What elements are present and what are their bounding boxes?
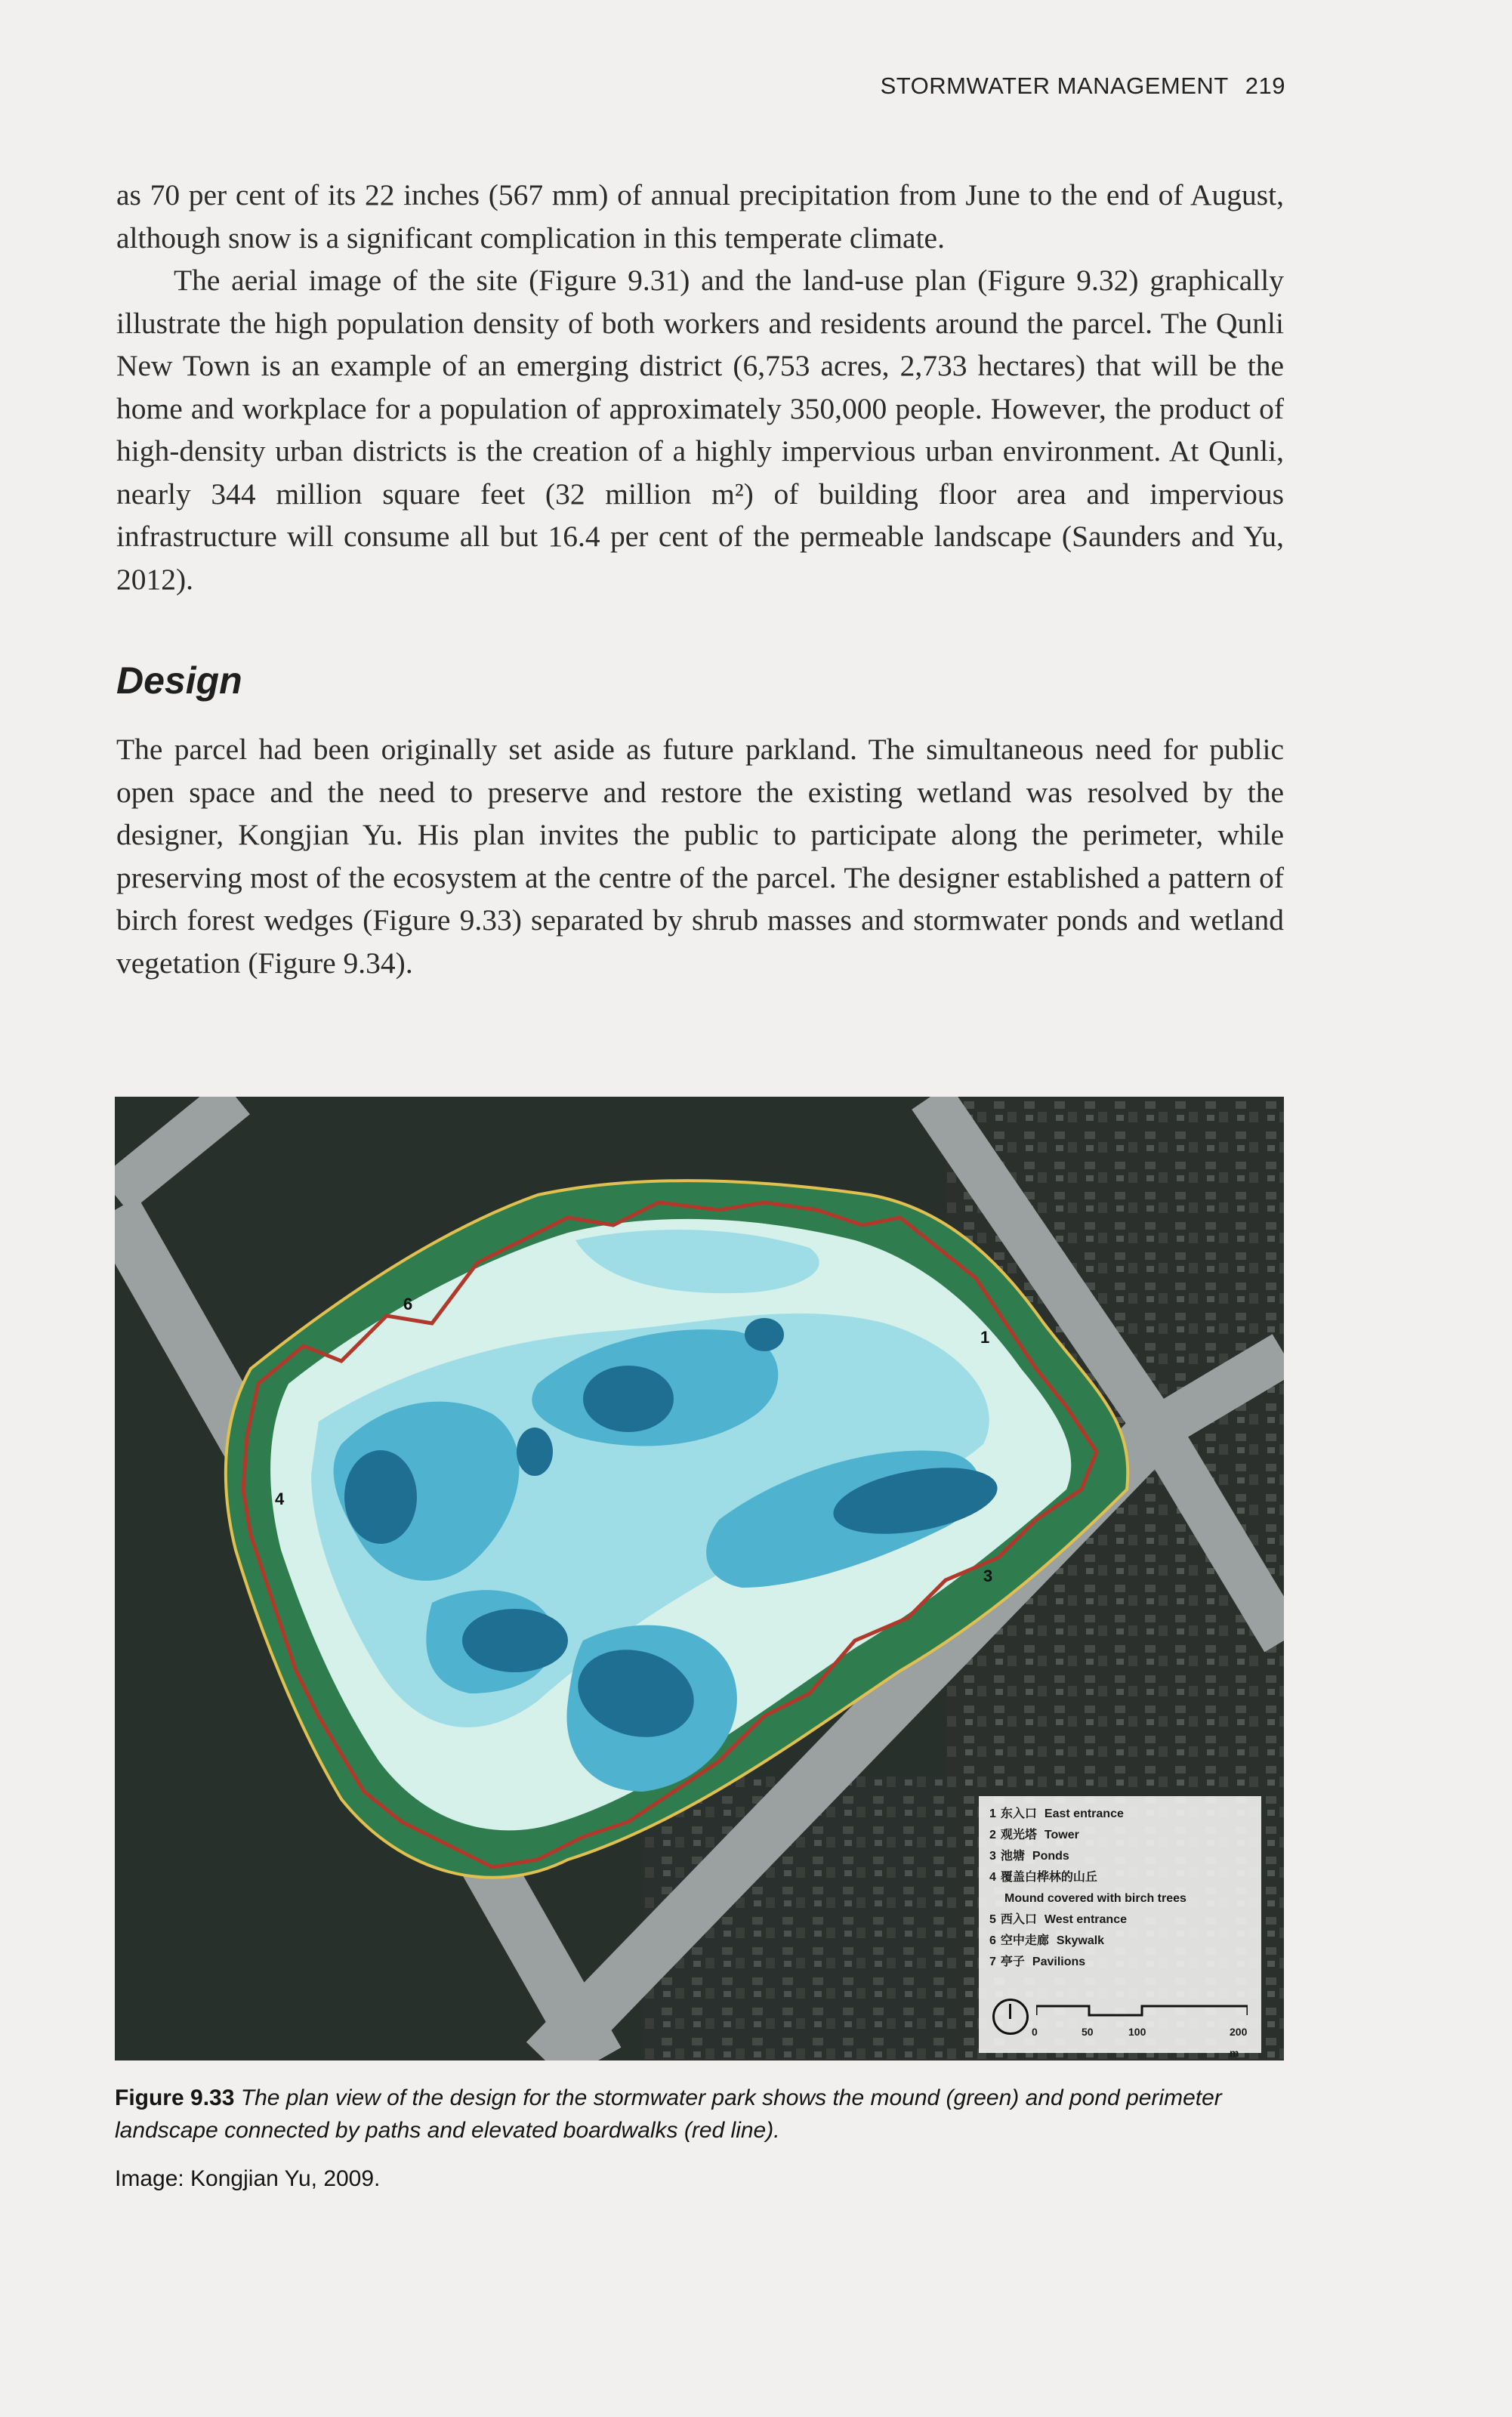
figure-caption: [115, 2082, 1293, 2147]
map-legend: [979, 1796, 1261, 2059]
running-title: STORMWATER MANAGEMENT: [880, 73, 1229, 99]
scale-tick: 100: [1128, 2026, 1146, 2038]
figure-label: Figure 9.33: [115, 2085, 235, 2110]
marker-6: 6: [403, 1295, 413, 1313]
north-arrow-icon: [992, 1999, 1029, 2035]
legend-item: 1 东入口 East entrance: [989, 1807, 1124, 1820]
legend-item: 6 空中走廊 Skywalk: [989, 1934, 1105, 1947]
legend-item: 4 覆盖白桦林的山丘: [989, 1871, 1097, 1884]
legend-item: 5 西入口 West entrance: [989, 1913, 1127, 1926]
scale-tick: 200 m: [1230, 2026, 1248, 2059]
scale-bar: [989, 1999, 1254, 2059]
page-number: 219: [1245, 73, 1285, 99]
scale-tick: 0: [1032, 2026, 1038, 2038]
legend-item: 7 亭子 Pavilions: [989, 1956, 1086, 1968]
scale-bar-graphic: [1036, 2005, 1248, 2017]
body-text-top: [116, 174, 1284, 600]
paragraph: as 70 per cent of its 22 inches (567 mm) of annual precipitation from June to the end of August, although snow is a significant complication in this temperate climate.: [116, 178, 1284, 255]
paragraph: The parcel had been originally set aside as future parkland. The simultaneous need for public open space and the need to preserve and restore the existing wetland was resolved by the designer, Kongjian Yu. His plan invites the public to participate along the perimeter, while preserving most of the ecosystem at the centre of the parcel. The designer established a pattern of birch forest wedges (Figure 9.33) separated by shrub masses and stormwater ponds and wetland vegetation (Figure 9.34).: [116, 733, 1284, 980]
caption-text: The plan view of the design for the stormwater park shows the mound (green) and pond perimeter landscape connected by paths and elevated boardwalks (red line).: [115, 2085, 1222, 2143]
paragraph: The aerial image of the site (Figure 9.31) and the land-use plan (Figure 9.32) graphically illustrate the high population density of both workers and residents around the parcel. The Qunli New Town is an example of an emerging district (6,753 acres, 2,733 hectares) that will be the home and workplace for a population of approximately 350,000 people. However, the product of high-density urban districts is the creation of a highly impervious urban environment. At Qunli, nearly 344 million square feet (32 million m²) of building floor area and impervious infrastructure will consume all but 16.4 per cent of the permeable landscape (Saunders and Yu, 2012).: [116, 264, 1284, 596]
legend-item: 2 观光塔 Tower: [989, 1829, 1079, 1841]
section-heading: Design: [116, 659, 242, 702]
running-head: [881, 73, 1285, 100]
marker-1: 1: [980, 1328, 990, 1347]
image-credit: Image: Kongjian Yu, 2009.: [115, 2166, 381, 2191]
body-text-design: [116, 728, 1284, 984]
marker-3: 3: [983, 1567, 993, 1585]
legend-item: 3 池塘 Ponds: [989, 1850, 1069, 1863]
legend-item-subtext: Mound covered with birch trees: [1004, 1892, 1186, 1905]
scale-tick: 50: [1082, 2026, 1094, 2038]
marker-4: 4: [275, 1489, 285, 1508]
